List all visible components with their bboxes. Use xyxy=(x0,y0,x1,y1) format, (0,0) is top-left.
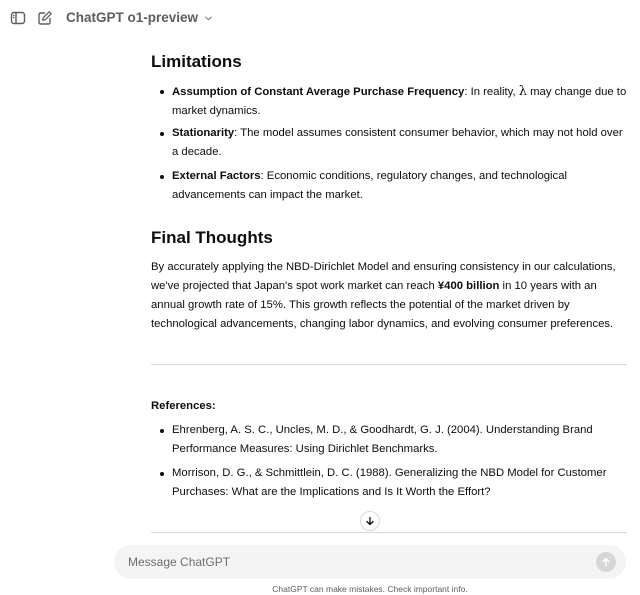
reference-item: Ehrenberg, A. S. C., Uncles, M. D., & Goodhardt, G. J. (2004). Understanding Brand Performance Measures: Using Dirichlet Benchmarks. xyxy=(172,421,627,459)
divider xyxy=(151,532,627,533)
final-thoughts-text: in 10 years with an annual growth rate of 15%. This growth reflects the potential of the market driven by technological advancements, changing labor dynamics, and evolving consumer preferences. xyxy=(151,280,614,330)
limitation-label: Stationarity xyxy=(172,127,235,139)
limitation-label: External Factors xyxy=(172,170,261,182)
reference-item: Morrison, D. G., & Schmittlein, D. C. (1988). Generalizing the NBD Model for Customer Purchases: What are the Implications and Is It Worth the Effort? xyxy=(172,464,627,502)
lambda-symbol: λ xyxy=(518,84,527,99)
sidebar-toggle-button[interactable] xyxy=(9,9,27,27)
limitation-label: Assumption of Constant Average Purchase Frequency xyxy=(172,86,465,98)
message-input[interactable] xyxy=(128,545,588,579)
references-title: References: xyxy=(151,400,216,412)
limitation-text: : The model assumes consistent consumer behavior, which may not hold over a decade. xyxy=(172,127,623,158)
limitation-item-stationarity xyxy=(172,124,627,162)
limitation-item-external-factors xyxy=(172,167,627,205)
arrow-up-icon xyxy=(601,557,611,567)
chevron-down-icon xyxy=(204,14,213,23)
divider xyxy=(151,364,627,365)
top-bar xyxy=(0,0,640,36)
arrow-down-icon xyxy=(365,516,375,526)
model-name: ChatGPT o1-preview xyxy=(66,10,199,25)
final-thoughts-heading: Final Thoughts xyxy=(151,228,273,247)
final-thoughts-text: By accurately applying the NBD-Dirichlet Model and ensuring consistency in our calculations, we've projected that Japan's spot work market can reach xyxy=(151,261,616,292)
model-selector[interactable] xyxy=(66,9,213,27)
scroll-to-bottom-button[interactable] xyxy=(360,511,380,531)
market-size-highlight: ¥400 billion xyxy=(437,280,500,292)
new-chat-button[interactable] xyxy=(36,9,54,27)
send-button[interactable] xyxy=(596,552,616,572)
limitation-item-purchase-frequency xyxy=(172,82,627,121)
limitation-text: may change due to market dynamics. xyxy=(172,86,627,117)
sidebar-toggle-icon xyxy=(10,10,26,26)
limitations-heading: Limitations xyxy=(151,52,242,71)
message-composer xyxy=(114,545,626,579)
disclaimer-text: ChatGPT can make mistakes. Check important info. xyxy=(272,584,468,594)
limitation-text: : Economic conditions, regulatory changes, and technological advancements can impact the market. xyxy=(172,170,567,201)
limitation-text: : In reality, xyxy=(464,86,519,98)
new-chat-icon xyxy=(37,10,53,26)
final-thoughts-paragraph xyxy=(151,258,627,334)
